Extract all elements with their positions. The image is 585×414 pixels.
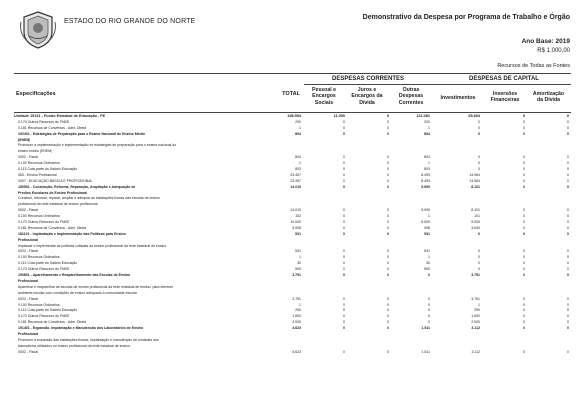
cell-investimentos: 5.000: [471, 220, 480, 225]
cell-amortizacao: 0: [567, 349, 569, 354]
cell-pessoal: 0: [343, 296, 345, 301]
cell-outras: 1.511: [421, 326, 430, 331]
cell-juros: 0: [387, 308, 389, 313]
cell-total: 531: [295, 249, 301, 254]
cell-amortizacao: 0: [567, 308, 569, 313]
cell-pessoal: 0: [343, 255, 345, 260]
cell-investimentos: 3.112: [471, 326, 480, 331]
currency-unit: R$ 1.000,00: [537, 48, 570, 54]
cell-total: 4.623: [292, 326, 301, 331]
cell-total: 500: [295, 267, 301, 272]
cell-outras: 1: [428, 214, 430, 219]
cell-investimentos: 3.112: [471, 349, 480, 354]
cell-outras: 804: [424, 131, 430, 136]
row-label: 0.181 Recursos de Convênios - Adm. Direta: [18, 125, 87, 130]
cell-investimentos: 3.000: [471, 225, 480, 230]
cell-amortizacao: 0: [567, 155, 569, 160]
row-label: 192401 - Estratégias de Preparação para o Exame Nacional de Ensino Médio: [18, 131, 145, 136]
cell-pessoal: 0: [343, 208, 345, 213]
cell-outras: 1.511: [421, 349, 430, 354]
cell-juros: 0: [387, 131, 389, 136]
row-label: Promover a implementação e implementação de estratégias de preparação para o exame nacional do: [18, 143, 177, 148]
cell-juros: 0: [387, 214, 389, 219]
cell-investimentos: 0: [478, 161, 480, 166]
cell-total: 3.751: [292, 273, 301, 278]
cell-outras: 0: [428, 320, 430, 325]
cell-amortizacao: 0: [567, 261, 569, 266]
cell-investimentos: 0: [478, 261, 480, 266]
cell-investimentos: 1.500: [471, 314, 480, 319]
cell-outras: 8.493: [421, 178, 430, 183]
cell-amortizacao: 0: [567, 167, 569, 172]
cell-amortizacao: 0: [567, 161, 569, 166]
row-label: Promover a expansão das instalações físicas, implantação e manutenção de unidades dos: [18, 337, 159, 342]
cell-amortizacao: 0: [567, 178, 569, 183]
cell-amortizacao: 0: [567, 208, 569, 213]
row-label: 0002 - Fiscal: [18, 155, 39, 160]
row-label: 0.170 Outros Recursos do FNDE: [18, 267, 70, 272]
coat-of-arms-logo: [18, 10, 58, 50]
row-label: profissional da rede estadual de ensino profissional: [18, 202, 98, 207]
cell-outras: 30: [426, 261, 430, 266]
cell-pessoal: 0: [343, 131, 345, 136]
cell-amortizacao: 0: [567, 119, 569, 124]
row-label: 180501 - Construção, Reforma, Reparação, Ampliação e Adequação de: [18, 184, 136, 189]
cell-outras: 0: [428, 296, 430, 301]
cell-juros: 0: [387, 267, 389, 272]
cell-inversoes: 0: [522, 114, 525, 118]
cell-total: 531: [295, 231, 301, 236]
cell-juros: 0: [387, 231, 389, 236]
col-pessoal: Pessoal e Encargos Sociais: [312, 87, 336, 106]
row-label: 0.100 Recursos Ordinários: [18, 255, 60, 260]
cell-amortizacao: 0: [566, 114, 569, 118]
cell-total: 804: [295, 155, 301, 160]
cell-outras: 1: [428, 161, 430, 166]
row-label: 0007 - EDUCAÇÃO BÁSICA E PROFISSIONAL: [18, 178, 93, 183]
cell-pessoal: 11.050: [333, 114, 345, 118]
cell-amortizacao: 0: [567, 225, 569, 230]
cell-total: 200: [295, 119, 301, 124]
cell-investimentos: 0: [478, 131, 480, 136]
cell-pessoal: 0: [343, 214, 345, 219]
cell-investimentos: 0: [478, 267, 480, 272]
cell-amortizacao: 0: [567, 255, 569, 260]
cell-pessoal: 0: [343, 273, 345, 278]
cell-juros: 0: [387, 155, 389, 160]
col-inversoes: Inversões Financeiras: [490, 91, 520, 104]
cell-juros: 0: [387, 220, 389, 225]
cell-amortizacao: 0: [567, 302, 569, 307]
row-label: 0002 - Fiscal: [18, 349, 39, 354]
row-label: (ENEM): [18, 137, 31, 142]
row-label: Aparelhar e reaparelhar as escolas de ensino profissional da rede estadual de ensino, para oferecer: [18, 284, 174, 289]
cell-pessoal: 0: [343, 302, 345, 307]
cell-total: 14.010: [290, 208, 301, 213]
cell-outras: 531: [424, 249, 430, 254]
row-label: Profissional: [18, 237, 39, 242]
cell-pessoal: 0: [343, 267, 345, 272]
row-label: 0.100 Recursos Ordinários: [18, 214, 60, 219]
cell-pessoal: 0: [343, 231, 345, 236]
cell-total: 10.000: [290, 220, 301, 225]
cell-inversoes: 0: [523, 184, 525, 189]
cell-total: 1: [299, 125, 301, 130]
col-outras: Outras Despesas Correntes: [398, 87, 424, 106]
row-label: Implantar e implementar as políticas voltadas ao ensino profissional da rede estadual de ensino: [18, 243, 167, 248]
cell-juros: 0: [387, 225, 389, 230]
cell-juros: 0: [387, 172, 389, 177]
cell-pessoal: 0: [343, 249, 345, 254]
cell-juros: 0: [387, 125, 389, 130]
cell-inversoes: 0: [523, 214, 525, 219]
cell-juros: 0: [387, 296, 389, 301]
cell-outras: 0: [428, 273, 430, 278]
cell-pessoal: 0: [343, 308, 345, 313]
col-juros: Juros e Encargos da Dívida: [351, 87, 383, 106]
cell-investimentos: 8.101: [471, 184, 480, 189]
cell-amortizacao: 0: [567, 131, 569, 136]
cell-amortizacao: 0: [567, 320, 569, 325]
cell-inversoes: 0: [523, 267, 525, 272]
cell-pessoal: 0: [343, 184, 345, 189]
cell-inversoes: 0: [523, 349, 525, 354]
cell-investimentos: 0: [478, 155, 480, 160]
cell-juros: 0: [387, 178, 389, 183]
cell-juros: 0: [387, 167, 389, 172]
cell-outras: 5.000: [421, 220, 430, 225]
cell-total: 23.457: [290, 172, 301, 177]
current-expenses-group: DESPESAS CORRENTES: [331, 76, 404, 82]
state-name: ESTADO DO RIO GRANDE DO NORTE: [64, 18, 196, 25]
row-label: 0002 - Fiscal: [18, 249, 39, 254]
cell-inversoes: 0: [523, 131, 525, 136]
cell-juros: 0: [387, 273, 389, 278]
row-label: 0.113 Cota-parte do Salário Educação: [18, 261, 78, 266]
cell-juros: 0: [387, 320, 389, 325]
row-label: 0.170 Outros Recursos do FNDE: [18, 314, 70, 319]
cell-outras: 122.081: [416, 114, 430, 118]
row-label: laboratórios utilizados no ensino profissional da rede estadual de ensino.: [18, 343, 131, 348]
cell-total: 30: [297, 261, 301, 266]
capital-expenses-group: DESPESAS DE CAPITAL: [469, 76, 539, 82]
cell-juros: 0: [387, 261, 389, 266]
row-label: 0.113 Cota-parte do Salário Educação: [18, 167, 78, 172]
cell-pessoal: 0: [343, 314, 345, 319]
cell-pessoal: 0: [343, 349, 345, 354]
cell-investimentos: 14.964: [469, 172, 480, 177]
cell-amortizacao: 0: [567, 184, 569, 189]
cell-investimentos: 3.751: [471, 296, 480, 301]
cell-investimentos: 0: [478, 125, 480, 130]
cell-outras: 5.909: [421, 184, 430, 189]
cell-amortizacao: 0: [567, 231, 569, 236]
cell-amortizacao: 0: [567, 125, 569, 130]
group-rule: [304, 84, 571, 85]
cell-inversoes: 0: [523, 161, 525, 166]
cell-amortizacao: 0: [567, 214, 569, 219]
col-especificacoes: Especificações: [16, 91, 56, 97]
cell-pessoal: 0: [343, 178, 345, 183]
cell-inversoes: 0: [523, 208, 525, 213]
cell-inversoes: 0: [523, 231, 525, 236]
row-label: 0.181 Recursos de Convênios - Adm. Direta: [18, 225, 87, 230]
base-year: Ano Base: 2019: [521, 38, 570, 45]
cell-inversoes: 0: [523, 326, 525, 331]
cell-investimentos: 0: [478, 167, 480, 172]
cell-juros: 0: [387, 208, 389, 213]
row-label: ensino médio (ENEM): [18, 149, 53, 154]
resources-note: Recursos de Todas as Fontes: [497, 63, 570, 69]
cell-juros: 0: [387, 249, 389, 254]
cell-juros: 0: [387, 326, 389, 331]
header-top-rule: [14, 73, 571, 74]
cell-total: 3.751: [292, 296, 301, 301]
cell-inversoes: 0: [523, 249, 525, 254]
cell-inversoes: 0: [523, 125, 525, 130]
header-bottom-rule: [14, 112, 571, 113]
cell-inversoes: 0: [523, 225, 525, 230]
row-label: 190801 - Aparelhamento e Reaparelhamento das Escolas de Ensino: [18, 273, 131, 278]
cell-outras: 0: [428, 314, 430, 319]
cell-investimentos: 2.000: [471, 320, 480, 325]
cell-investimentos: 0: [478, 249, 480, 254]
cell-pessoal: 0: [343, 225, 345, 230]
cell-amortizacao: 0: [567, 172, 569, 177]
cell-inversoes: 0: [523, 220, 525, 225]
cell-investimentos: 8.101: [471, 208, 480, 213]
row-label: 363 - Ensino Profissional: [18, 172, 57, 177]
document-title: Demonstrativo da Despesa por Programa de Trabalho e Órgão: [362, 14, 570, 21]
cell-inversoes: 0: [523, 273, 525, 278]
row-label: 0.170 Outros Recursos do FNDE: [18, 220, 70, 225]
cell-pessoal: 0: [343, 155, 345, 160]
cell-total: 1: [299, 255, 301, 260]
cell-total: 1: [299, 161, 301, 166]
col-investimentos: Investimentos: [440, 95, 476, 101]
cell-outras: 531: [424, 231, 430, 236]
cell-total: 23.457: [290, 178, 301, 183]
cell-investimentos: 101: [474, 214, 480, 219]
cell-investimentos: 250: [474, 308, 480, 313]
cell-pessoal: 0: [343, 261, 345, 266]
cell-juros: 0: [387, 161, 389, 166]
cell-amortizacao: 0: [567, 249, 569, 254]
cell-outras: 0: [428, 308, 430, 313]
cell-total: 250: [295, 308, 301, 313]
cell-juros: 0: [387, 302, 389, 307]
cell-pessoal: 0: [343, 220, 345, 225]
cell-outras: 804: [424, 155, 430, 160]
table-row: [14, 350, 571, 356]
row-label: Profissional: [18, 331, 39, 336]
cell-investimentos: 0: [478, 119, 480, 124]
cell-inversoes: 0: [523, 314, 525, 319]
cell-total: 3.908: [292, 225, 301, 230]
cell-pessoal: 0: [343, 167, 345, 172]
cell-inversoes: 0: [523, 296, 525, 301]
col-amortizacao: Amortização da Dívida: [532, 91, 565, 104]
row-label: Prédios Escolares de Ensino Profissional: [18, 190, 88, 195]
cell-amortizacao: 0: [567, 296, 569, 301]
cell-pessoal: 0: [343, 326, 345, 331]
cell-inversoes: 0: [523, 167, 525, 172]
cell-pessoal: 0: [343, 125, 345, 130]
row-label: 0.181 Recursos de Convênios - Adm. Direta: [18, 320, 87, 325]
cell-amortizacao: 0: [567, 273, 569, 278]
row-label: Unidade 19131 - Fundo Estadual de Educação - FE: [14, 114, 106, 118]
cell-outras: 1: [428, 125, 430, 130]
cell-pessoal: 0: [343, 119, 345, 124]
cell-inversoes: 0: [523, 302, 525, 307]
cell-pessoal: 0: [343, 161, 345, 166]
cell-juros: 0: [387, 314, 389, 319]
cell-total: 803: [295, 167, 301, 172]
cell-outras: 803: [424, 167, 430, 172]
cell-inversoes: 0: [523, 261, 525, 266]
cell-amortizacao: 0: [567, 314, 569, 319]
row-label: 0.100 Recursos Ordinários: [18, 161, 60, 166]
cell-investimentos: 65.803: [468, 114, 480, 118]
row-label: 0002 - Fiscal: [18, 208, 39, 213]
cell-total: 102: [295, 214, 301, 219]
cell-outras: 8.493: [421, 172, 430, 177]
cell-outras: 0: [428, 302, 430, 307]
cell-total: 14.010: [290, 184, 301, 189]
cell-inversoes: 0: [523, 178, 525, 183]
cell-inversoes: 0: [523, 255, 525, 260]
cell-juros: 0: [387, 255, 389, 260]
col-total: TOTAL: [282, 91, 300, 97]
cell-amortizacao: 0: [567, 326, 569, 331]
row-label: 181101 - Implantação e Implementação das Políticas para Ensino: [18, 231, 126, 236]
cell-outras: 5.909: [421, 208, 430, 213]
cell-outras: 1: [428, 255, 430, 260]
cell-inversoes: 0: [523, 172, 525, 177]
row-label: 0002 - Fiscal: [18, 296, 39, 301]
row-label: 0.170 Outros Recursos do FNDE: [18, 119, 70, 124]
cell-amortizacao: 0: [567, 220, 569, 225]
cell-investimentos: 1: [478, 302, 480, 307]
cell-outras: 908: [424, 225, 430, 230]
cell-inversoes: 0: [523, 320, 525, 325]
cell-investimentos: 0: [478, 255, 480, 260]
cell-inversoes: 0: [523, 119, 525, 124]
cell-investimentos: 3.751: [471, 273, 480, 278]
cell-juros: 0: [387, 349, 389, 354]
cell-inversoes: 0: [523, 308, 525, 313]
row-label: Profissional: [18, 278, 39, 283]
cell-total: 4.623: [292, 349, 301, 354]
cell-juros: 0: [386, 114, 389, 118]
cell-pessoal: 0: [343, 320, 345, 325]
row-label: 0.100 Recursos Ordinários: [18, 302, 60, 307]
cell-outras: 200: [424, 119, 430, 124]
cell-total: 1.500: [292, 314, 301, 319]
cell-inversoes: 0: [523, 155, 525, 160]
cell-juros: 0: [387, 119, 389, 124]
cell-juros: 0: [387, 184, 389, 189]
cell-investimentos: 0: [478, 231, 480, 236]
row-label: ambiente escolar com condições de ensino adequado à comunidade escolar: [18, 290, 137, 295]
row-label: Construir, reformar, reparar, ampliar e adequar as instalações físicas das escolas de ensino: [18, 196, 160, 201]
cell-amortizacao: 0: [567, 267, 569, 272]
cell-total: 198.954: [287, 114, 301, 118]
cell-outras: 500: [424, 267, 430, 272]
row-label: 0.113 Cota-parte do Salário Educação: [18, 308, 78, 313]
cell-investimentos: 14.964: [469, 178, 480, 183]
cell-pessoal: 0: [343, 172, 345, 177]
expense-table-body: [14, 114, 571, 356]
cell-total: 2.000: [292, 320, 301, 325]
row-label: 191401 - Expansão, Implantação e Manutenção dos Laboratórios de Ensino: [18, 326, 144, 331]
cell-total: 1: [299, 302, 301, 307]
cell-total: 804: [295, 131, 301, 136]
